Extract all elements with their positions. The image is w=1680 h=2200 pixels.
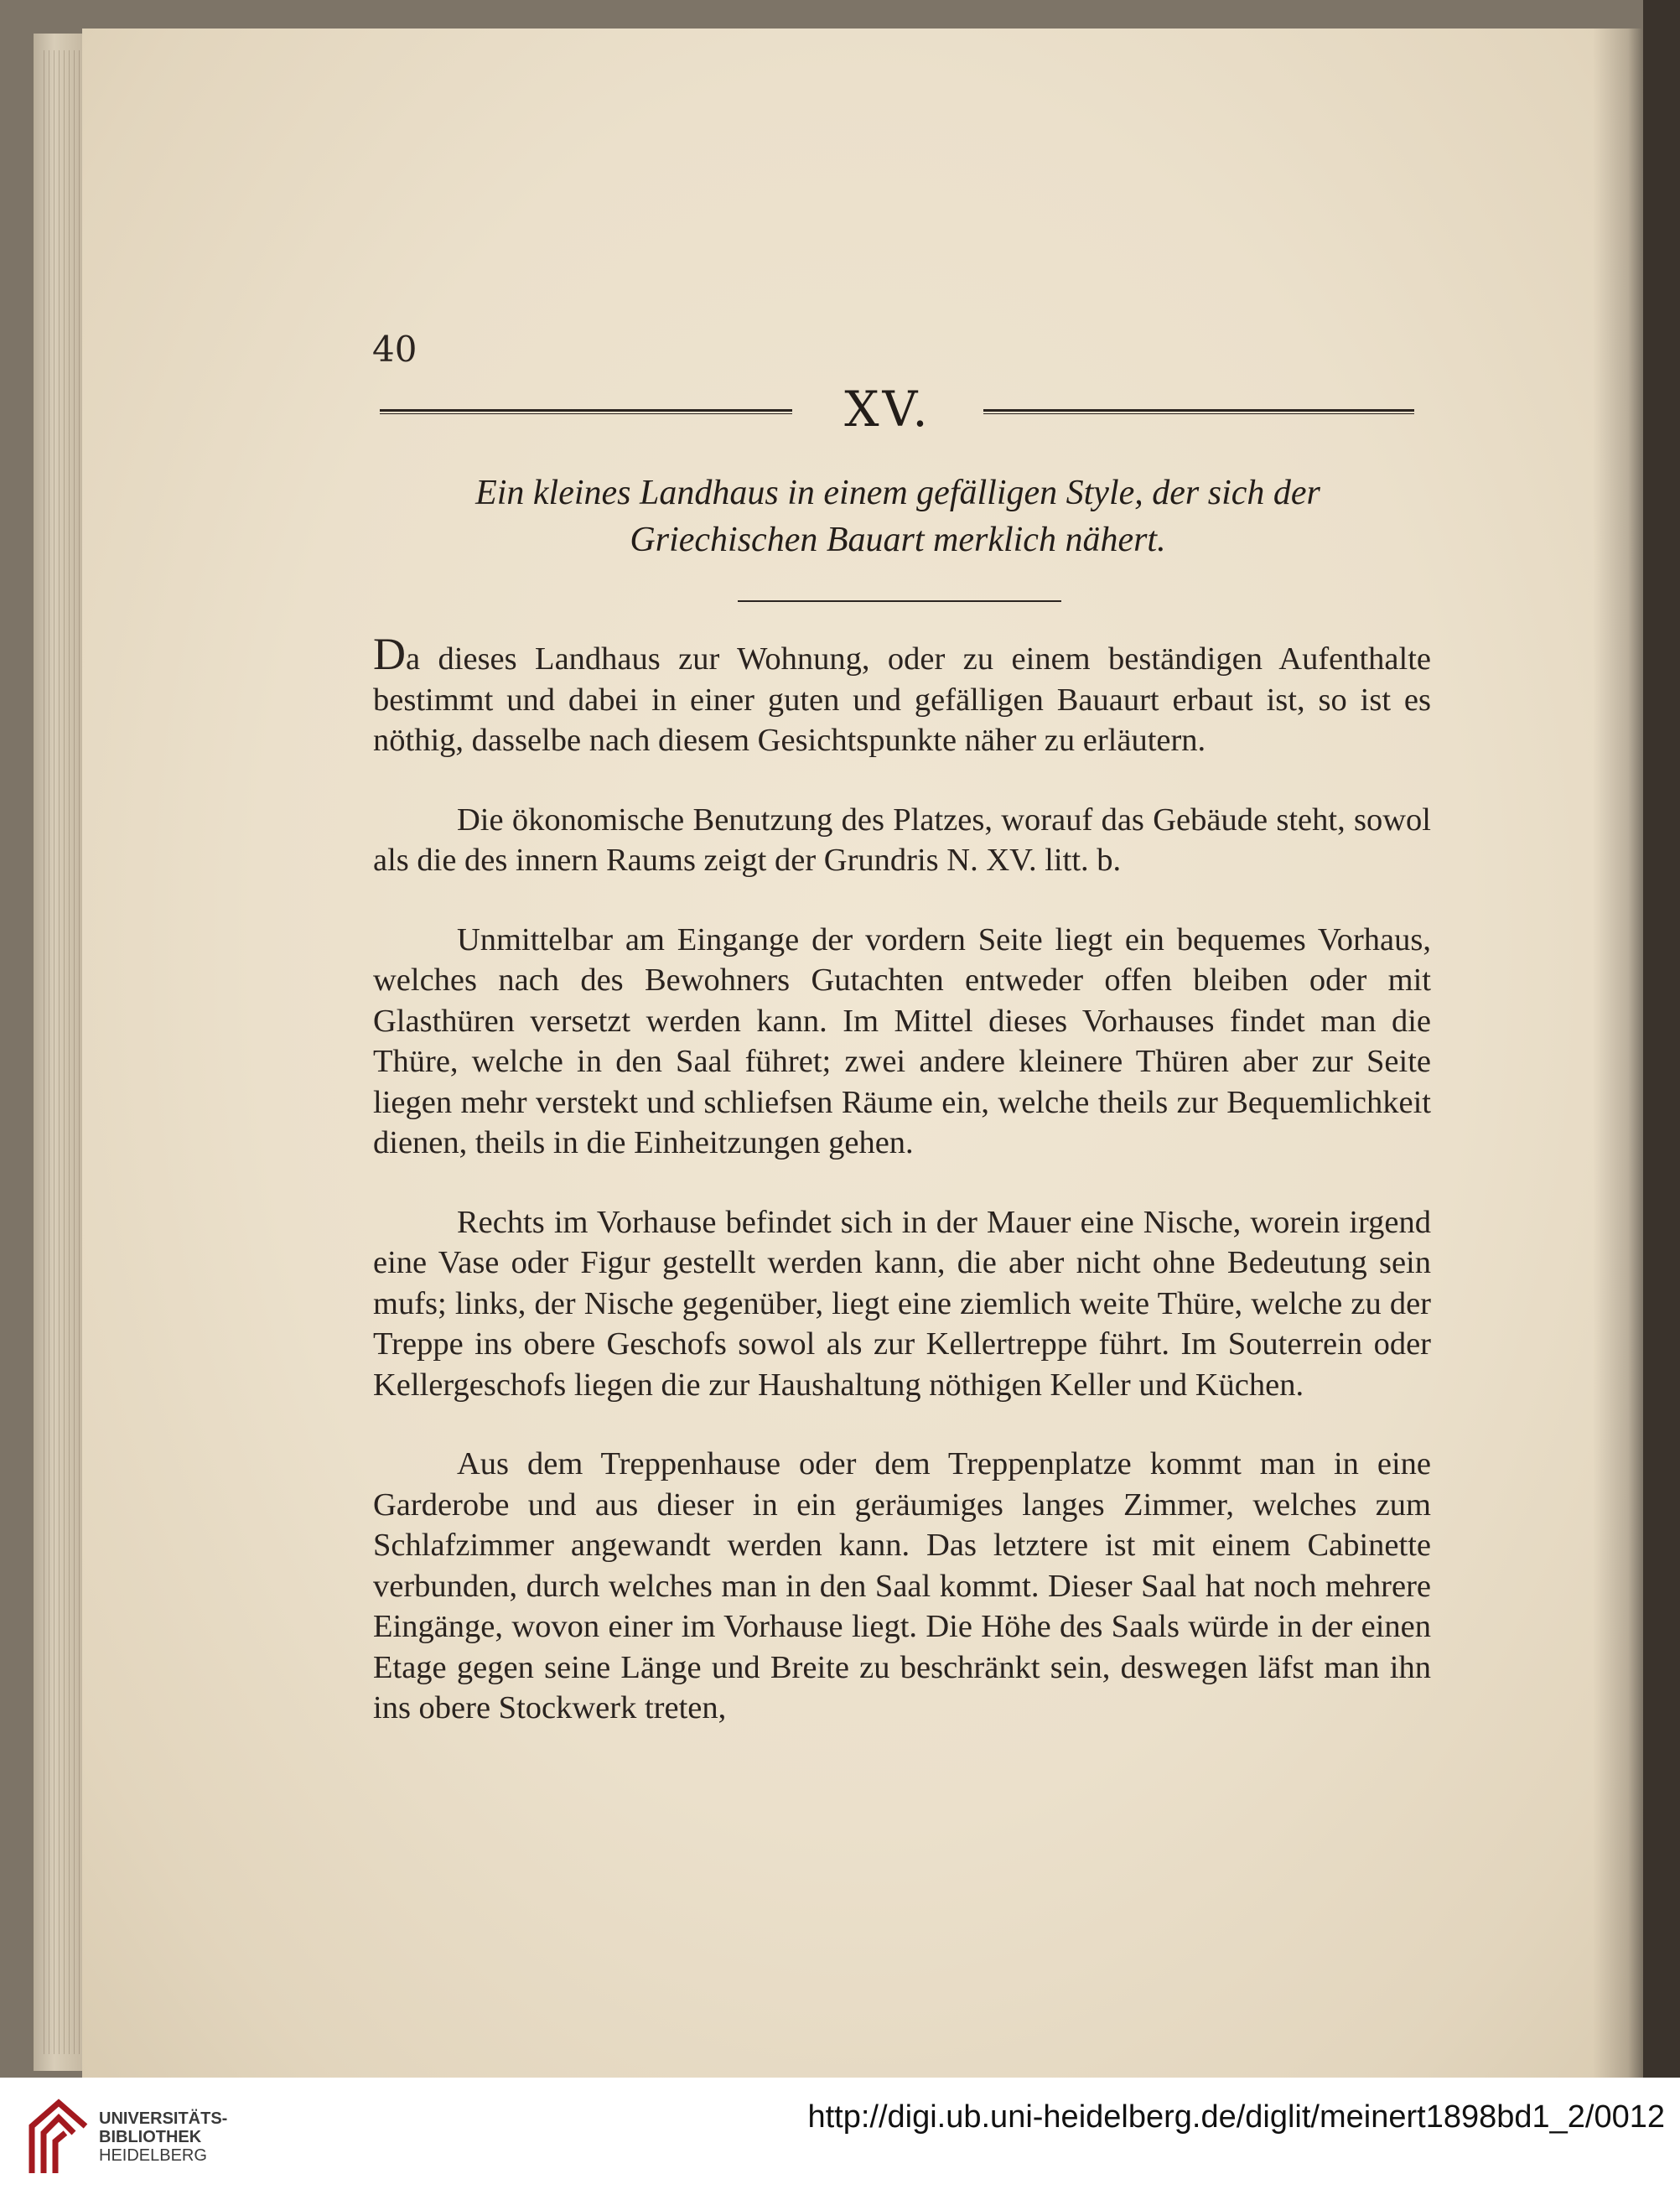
library-logo-icon[interactable] [25, 2093, 96, 2180]
spine-shadow [1593, 29, 1643, 2078]
subtitle-rule [738, 600, 1061, 602]
paragraph-text: a dieses Landhaus zur Wohnung, oder zu einem beständigen Aufenthalte bestimmt und dabei in einer guten und gefälligen Bauaurt erbaut ist, so ist es nöthig, dasselbe nach diesem Gesichtspunkte näher zu erläutern. [373, 641, 1431, 758]
chapter-subtitle: Ein kleines Landhaus in einem gefälligen Style, der sich der Griechischen Bauart merklich nähert. [475, 474, 1320, 559]
heading-rule-right [983, 409, 1414, 414]
page-stack-lines [44, 50, 86, 2054]
paragraph: Unmittelbar am Eingange der vordern Seite liegt ein bequemes Vorhaus, welches nach des Bewohners Gutachten entweder offen bleiben oder mit Glasthüren versetzt werden kann. Im Mittel dieses Vorhauses findet man die Thüre, welche in den Saal führet; zwei andere kleinere Thüren aber zur Seite liegen mehr verstekt und schliefsen Räume ein, welche theils zur Bequemlichkeit dienen, theils in die Einheitzungen gehen. [373, 921, 1431, 1160]
scan-background-right [1643, 0, 1680, 2078]
drop-cap: D [373, 629, 406, 679]
paragraph [373, 629, 1431, 761]
library-name[interactable] [99, 2109, 227, 2165]
heading-rule-left [380, 409, 792, 414]
library-name-line: UNIVERSITÄTS- [99, 2109, 228, 2128]
permalink-url[interactable]: http://digi.ub.uni-heidelberg.de/diglit/meinert1898bd1_2/0012 [807, 2099, 1665, 2135]
page-number: 40 [372, 329, 417, 370]
paragraph: Aus dem Treppenhause oder dem Treppenplatze kommt man in eine Garderobe und aus dieser in ein geräumiges langes Zimmer, welches zum Schlafzimmer angewandt werden kann. Das letztere ist mit einem Cabinette verbunden, durch welches man in den Saal kommt. Dieser Saal hat noch mehrere Eingänge, wovon einer im Vorhause liegt. Die Höhe des Saals würde in der einen Etage gegen seine Länge und Breite zu beschränkt sein, deswegen läfst man ihn ins obere Stockwerk treten, [373, 1446, 1431, 1725]
footer-bar [0, 2078, 1680, 2200]
chapter-number: XV. [844, 381, 931, 438]
library-name-line: HEIDELBERG [99, 2146, 207, 2165]
body-text [373, 629, 1431, 1767]
paragraph: Rechts im Vorhause befindet sich in der Mauer eine Nische, worein irgend eine Vase oder Figur gestellt werden kann, die aber nicht ohne Bedeutung sein mufs; links, der Nische gegenüber, liegt eine ziemlich weite Thüre, welche zu der Treppe ins obere Geschofs sowol als zur Kellertreppe führt. Im Souterrein oder Kellergeschofs liegen die zur Haushaltung nöthigen Keller und Küchen. [373, 1204, 1431, 1403]
chapter-heading [380, 376, 1414, 443]
paragraph: Die ökonomische Benutzung des Platzes, worauf das Gebäude steht, sowol als die des innern Raums zeigt der Grundris N. XV. litt. b. [373, 802, 1431, 878]
library-name-line: BIBLIOTHEK [99, 2128, 202, 2146]
